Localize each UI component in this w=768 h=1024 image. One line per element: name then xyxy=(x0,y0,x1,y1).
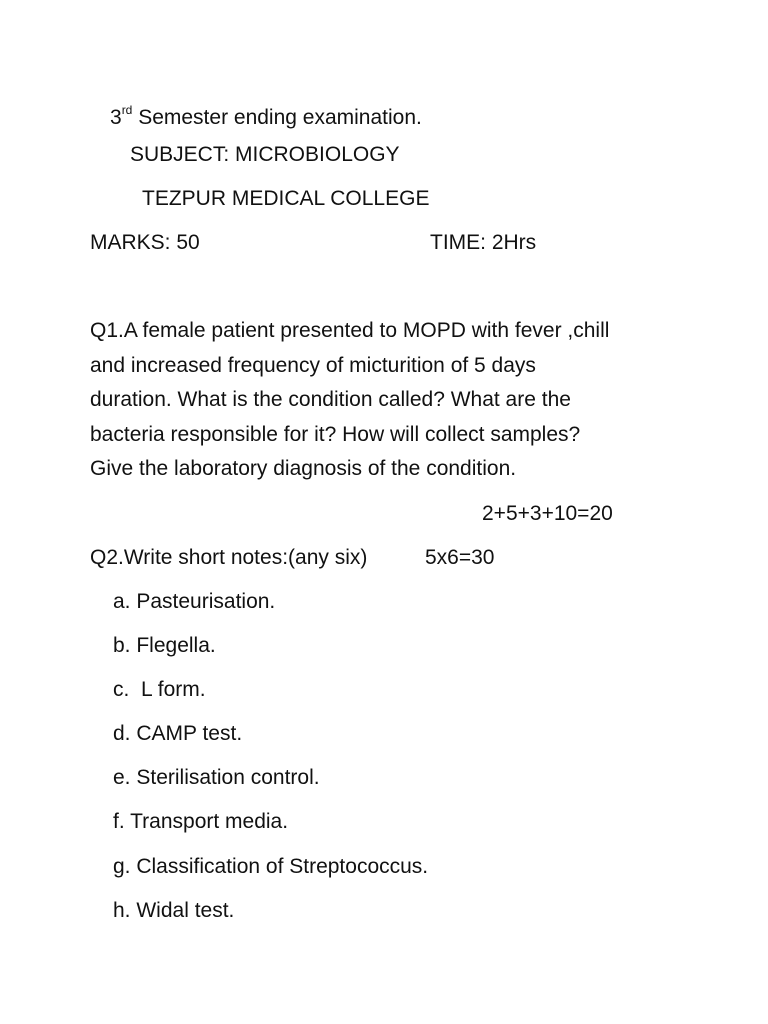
question-2-marks: 5x6=30 xyxy=(425,546,495,569)
list-item: c. L form. xyxy=(113,678,206,702)
list-item: a. Pasteurisation. xyxy=(113,590,276,613)
list-item: d. CAMP test. xyxy=(113,722,243,746)
list-item: g. Classification of Streptococcus. xyxy=(113,854,429,878)
question-2: Q2.Write short notes:(any six) xyxy=(90,546,368,569)
question-1-line: bacteria responsible for it? How will collect samples? xyxy=(90,422,581,446)
title-text: Semester ending examination. xyxy=(132,106,422,129)
question-1-marks: 2+5+3+10=20 xyxy=(482,502,613,525)
list-item: f. Transport media. xyxy=(113,810,289,834)
list-item: e. Sterilisation control. xyxy=(113,766,320,790)
question-1 xyxy=(90,314,690,487)
short-notes-list xyxy=(113,585,428,938)
total-marks: MARKS: 50 xyxy=(90,231,200,254)
question-1-line: Give the laboratory diagnosis of the condition. xyxy=(90,457,517,480)
title-ordinal-suffix: rd xyxy=(121,103,133,117)
question-1-line: Q1.A female patient presented to MOPD with fever ,chill xyxy=(90,319,610,342)
exam-title xyxy=(110,93,422,135)
college-name: TEZPUR MEDICAL COLLEGE xyxy=(142,187,430,210)
subject-line: SUBJECT: MICROBIOLOGY xyxy=(130,143,400,166)
exam-time: TIME: 2Hrs xyxy=(430,231,537,254)
list-item: b. Flegella. xyxy=(113,634,216,658)
list-item: h. Widal test. xyxy=(113,898,235,922)
question-1-line: duration. What is the condition called? What are the xyxy=(90,388,571,411)
title-number: 3 xyxy=(110,106,122,129)
question-1-line: and increased frequency of micturition of 5 days xyxy=(90,353,536,377)
